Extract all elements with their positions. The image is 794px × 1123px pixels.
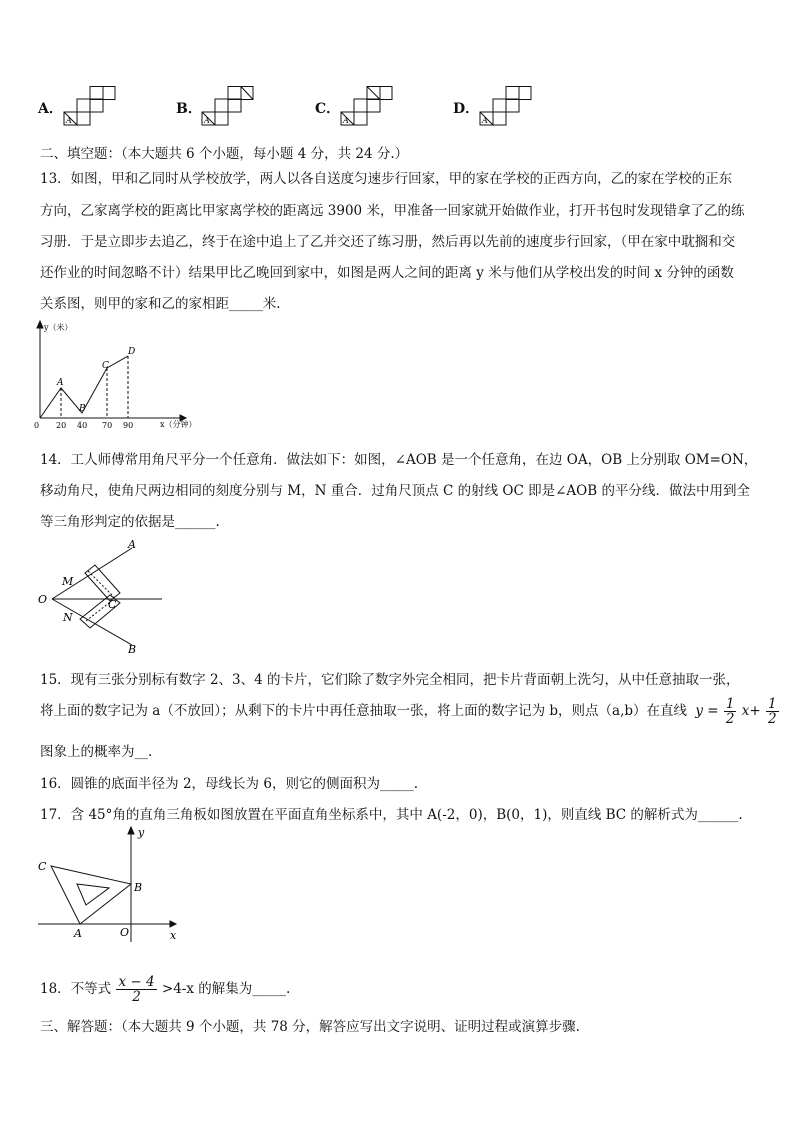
q15-fraction-1-num: 1 — [725, 696, 735, 712]
q13-line-1: 13．如图，甲和乙同时从学校放学，两人以各自送度匀速步行回家，甲的家在学校的正西方向，乙的家在学校的正东 — [40, 171, 733, 187]
q15-line-2 — [40, 697, 780, 726]
graph-tick-90: 90 — [123, 421, 134, 430]
q17-coordinate-figure — [34, 822, 194, 944]
ruler-arm-upper — [85, 565, 120, 601]
point-a-label: A — [57, 378, 64, 388]
q17-text: 17．含 45°角的直角三角板如图放置在平面直角坐标系中，其中 A(-2，0)，B(0，1)，则直线 BC 的解析式为______. — [40, 807, 743, 823]
q14-line-3: 等三角形判定的依据是______. — [40, 514, 220, 530]
q18-fraction — [116, 975, 156, 1004]
graph-xlabel: x（分钟） — [160, 420, 197, 429]
option-d-corner-label: A — [482, 116, 488, 125]
triangle-inner — [77, 884, 109, 905]
q18-fraction-num: x − 4 — [118, 974, 155, 990]
graph-tick-20: 20 — [56, 421, 67, 430]
triangle-outer — [51, 866, 131, 924]
label-o: O — [120, 926, 130, 939]
graph-origin: 0 — [34, 421, 40, 430]
q13-line-5: 关系图，则甲的家和乙的家相距_____米. — [40, 296, 281, 312]
label-o: O — [38, 593, 48, 606]
q15-eq-x: x+ — [741, 703, 761, 720]
q13-line-2: 方向，乙家离学校的距离比甲家离学校的距离远 3900 米，甲准备一回家就开始做作业，打开书包时发现错拿了乙的练 — [40, 203, 745, 219]
graph-tick-40: 40 — [77, 421, 88, 430]
q14-angle-ruler-figure — [30, 533, 180, 655]
q13-line-3: 习册．于是立即步去追乙，终于在途中追上了乙并交还了练习册，然后再以先前的速度步行回家，（甲在家中耽搁和交 — [40, 234, 736, 250]
graph-tick-70: 70 — [102, 421, 113, 430]
label-b: B — [128, 643, 137, 655]
q15-fraction-1 — [724, 697, 737, 726]
section3-header: 三、解答题：（本大题共 9 个小题，共 78 分，解答应写出文字说明、证明过程或演算步骤. — [40, 1019, 580, 1035]
label-n: N — [63, 611, 73, 624]
label-m: M — [62, 575, 74, 588]
q15-line-2-text: 将上面的数字记为 a（不放回）；从剩下的卡片中再任意抽取一张，将上面的数字记为 b，则点（a,b）在直线 — [40, 703, 688, 720]
q18-fraction-den: 2 — [132, 989, 141, 1006]
label-c: C — [108, 598, 117, 611]
label-a: A — [74, 927, 82, 940]
q14-line-1: 14．工人师傅常用角尺平分一个任意角．做法如下：如图，∠AOB 是一个任意角，在边 OA，OB 上分别取 OM=ON， — [40, 452, 758, 468]
q13-line-4: 还作业的时间忽略不计）结果甲比乙晚回到家中，如图是两人之间的距离 y 米与他们从学校出发的时间 x 分钟的函数 — [40, 265, 734, 281]
q18-post: >4-x 的解集为_____. — [161, 981, 291, 998]
q13-distance-graph — [30, 318, 210, 433]
section2-header: 二、填空题：（本大题共 6 个小题，每小题 4 分，共 24 分.） — [40, 146, 409, 162]
graph-ylabel: y（米） — [44, 323, 73, 332]
option-b-cube-net — [200, 86, 254, 128]
point-b-label: B — [79, 404, 86, 414]
option-d-cube-net — [478, 86, 532, 128]
label-c: C — [38, 860, 47, 873]
option-a-corner-label: A — [66, 116, 72, 125]
option-c-letter: C． — [315, 101, 341, 117]
option-a-letter: A． — [38, 101, 63, 117]
option-b-letter: B． — [176, 101, 202, 117]
q18-line — [40, 975, 290, 1004]
q15-eq-y: y = — [695, 703, 719, 720]
q14-line-2: 移动角尺，使角尺两边相同的刻度分别与 M，N 重合．过角尺顶点 C 的射线 OC 即是∠AOB 的平分线．做法中用到全 — [40, 483, 750, 499]
option-c-cube-net — [339, 86, 393, 128]
q15-line-3: 图象上的概率为__. — [40, 744, 153, 760]
q15-fraction-1-den: 2 — [725, 711, 735, 728]
q18-pre: 18．不等式 — [40, 981, 112, 998]
option-a-cube-net — [62, 86, 116, 128]
label-b: B — [134, 881, 143, 894]
label-a: A — [128, 538, 136, 551]
y-axis-arrow — [37, 321, 43, 328]
q15-fraction-2-num: 1 — [767, 696, 777, 712]
option-b-corner-label: A — [204, 116, 210, 125]
q15-line-1: 15．现有三张分别标有数字 2、3、4 的卡片，它们除了数字外完全相同，把卡片背面朝上洗匀，从中任意抽取一张， — [40, 672, 740, 688]
q15-fraction-2 — [766, 697, 779, 726]
option-d-letter: D． — [453, 101, 480, 117]
label-y: y — [138, 826, 145, 839]
ray-oa — [52, 548, 132, 599]
option-c-corner-label: A — [343, 116, 349, 125]
label-x: x — [170, 929, 177, 942]
q15-fraction-2-den: 2 — [767, 711, 777, 728]
point-d-label: D — [128, 347, 136, 357]
point-c-label: C — [102, 361, 109, 371]
q16-text: 16．圆锥的底面半径为 2，母线长为 6，则它的侧面积为_____. — [40, 776, 418, 792]
